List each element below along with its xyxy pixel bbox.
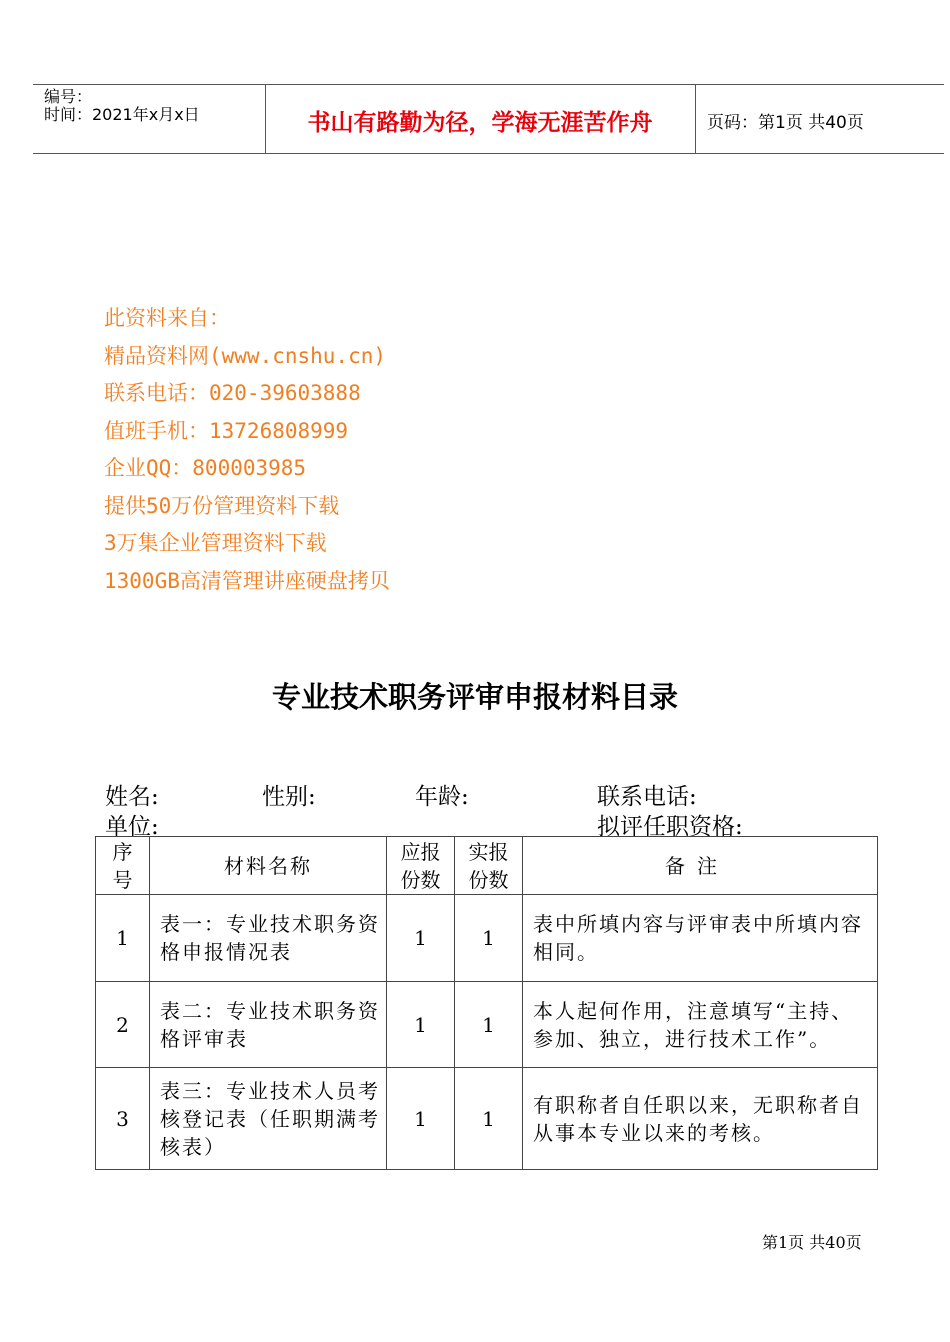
row-name: 表三：专业技术人员考核登记表（任职期满考核表）	[150, 1068, 387, 1170]
header-idx: 序号	[96, 837, 150, 895]
table-row	[96, 1068, 878, 1170]
row-note: 表中所填内容与评审表中所填内容相同。	[523, 895, 878, 982]
field-position: 拟评任职资格:	[597, 814, 743, 840]
time-label: 时间：2021年x月x日	[44, 105, 200, 124]
header-note: 备注	[523, 837, 878, 895]
ad-line: 精品资料网(www.cnshu.cn)	[104, 343, 387, 368]
header-page-number: 页码：第1页 共40页	[707, 113, 864, 133]
row-idx: 2	[96, 982, 150, 1068]
row-should: 1	[387, 1068, 455, 1170]
table-row	[96, 895, 878, 982]
header-name: 材料名称	[150, 837, 387, 895]
ad-line: 提供50万份管理资料下载	[104, 493, 340, 518]
ad-block	[104, 300, 390, 600]
materials-table	[95, 836, 878, 1170]
ad-line: 1300GB高清管理讲座硬盘拷贝	[104, 568, 390, 593]
header-actual: 实报份数	[455, 837, 523, 895]
row-should: 1	[387, 982, 455, 1068]
table-header-row	[96, 837, 878, 895]
row-idx: 3	[96, 1068, 150, 1170]
row-actual: 1	[455, 895, 523, 982]
ad-line: 值班手机：13726808999	[104, 418, 349, 443]
row-note: 本人起何作用，注意填写“主持、参加、独立，进行技术工作”。	[523, 982, 878, 1068]
field-name: 姓名:	[105, 784, 159, 810]
row-idx: 1	[96, 895, 150, 982]
document-title: 专业技术职务评审申报材料目录	[271, 680, 678, 714]
row-note: 有职称者自任职以来，无职称者自从事本专业以来的考核。	[523, 1068, 878, 1170]
header-motto: 书山有路勤为径，学海无涯苦作舟	[307, 109, 653, 136]
header-divider-right	[695, 84, 696, 154]
field-phone: 联系电话:	[597, 784, 697, 810]
row-actual: 1	[455, 1068, 523, 1170]
ad-line: 3万集企业管理资料下载	[104, 531, 327, 555]
row-should: 1	[387, 895, 455, 982]
header-meta	[44, 88, 200, 124]
row-actual: 1	[455, 982, 523, 1068]
header-bottom-rule	[33, 153, 944, 154]
ad-line: 企业QQ：800003985	[104, 456, 307, 480]
table-row	[96, 982, 878, 1068]
ad-line: 此资料来自：	[104, 306, 230, 330]
row-name: 表一：专业技术职务资格申报情况表	[150, 895, 387, 982]
field-age: 年龄:	[415, 784, 469, 810]
footer-page-number: 第1页 共40页	[762, 1233, 862, 1252]
serial-label: 编号：	[44, 87, 93, 106]
field-gender: 性别:	[262, 784, 316, 810]
header-should: 应报份数	[387, 837, 455, 895]
row-name: 表二：专业技术职务资格评审表	[150, 982, 387, 1068]
header-top-rule	[33, 84, 944, 85]
ad-line: 联系电话：020-39603888	[104, 381, 361, 405]
field-unit: 单位:	[105, 814, 159, 840]
